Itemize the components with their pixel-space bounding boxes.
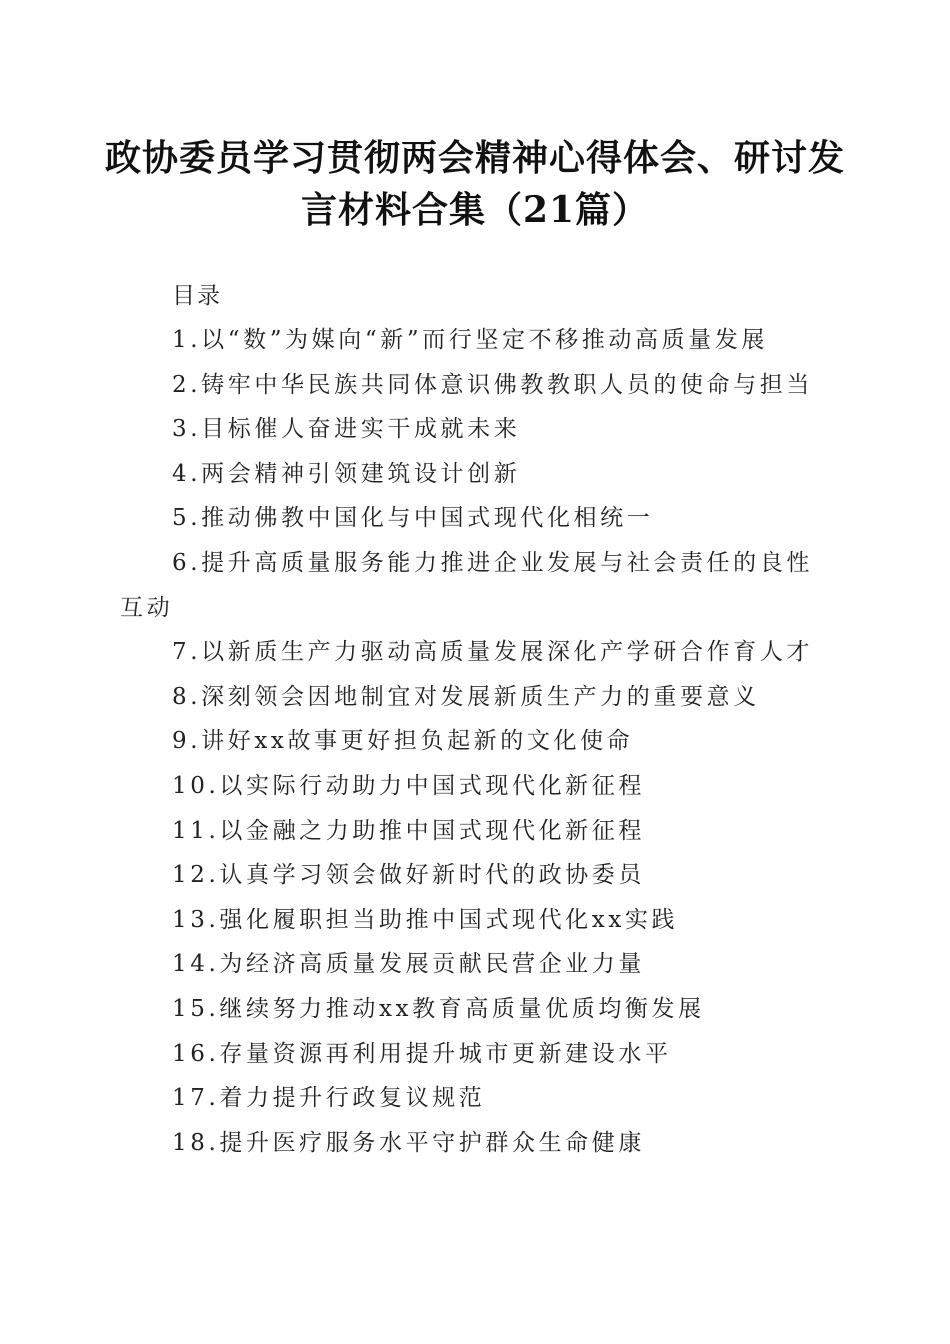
- toc-item: 7.以新质生产力驱动高质量发展深化产学研合作育人才: [172, 639, 813, 666]
- table-of-contents: [120, 274, 832, 1165]
- toc-item: 8.深刻领会因地制宜对发展新质生产力的重要意义: [172, 683, 760, 710]
- toc-item: 6.提升高质量服务能力推进企业发展与社会责任的良性互动: [120, 549, 813, 621]
- toc-item: 18.提升医疗服务水平守护群众生命健康: [172, 1129, 645, 1156]
- toc-item: 11.以金融之力助推中国式现代化新征程: [172, 817, 645, 844]
- title-line-2: 言材料合集（21篇）: [300, 189, 650, 231]
- toc-item: 17.着力提升行政复议规范: [172, 1085, 486, 1112]
- toc-item: 1.以“数”为媒向“新”而行坚定不移推动高质量发展: [172, 327, 768, 353]
- toc-item: 14.为经济高质量发展贡献民营企业力量: [172, 951, 645, 978]
- toc-item: 15.继续努力推动xx教育高质量优质均衡发展: [172, 995, 705, 1022]
- toc-item: 10.以实际行动助力中国式现代化新征程: [172, 772, 645, 799]
- toc-item: 5.推动佛教中国化与中国式现代化相统一: [172, 505, 654, 532]
- title-line-1: 政协委员学习贯彻两会精神心得体会、研讨发: [104, 137, 845, 179]
- toc-heading: 目录: [172, 283, 222, 309]
- document-title: [100, 132, 850, 236]
- toc-item: 16.存量资源再利用提升城市更新建设水平: [172, 1040, 672, 1067]
- toc-item: 12.认真学习领会做好新时代的政协委员: [172, 862, 645, 889]
- toc-item: 4.两会精神引领建筑设计创新: [172, 460, 521, 487]
- toc-item: 2.铸牢中华民族共同体意识佛教教职人员的使命与担当: [172, 371, 813, 398]
- toc-item: 9.讲好xx故事更好担负起新的文化使命: [172, 728, 634, 755]
- toc-item: 3.目标催人奋进实干成就未来: [172, 416, 521, 443]
- toc-item: 13.强化履职担当助推中国式现代化xx实践: [172, 906, 679, 933]
